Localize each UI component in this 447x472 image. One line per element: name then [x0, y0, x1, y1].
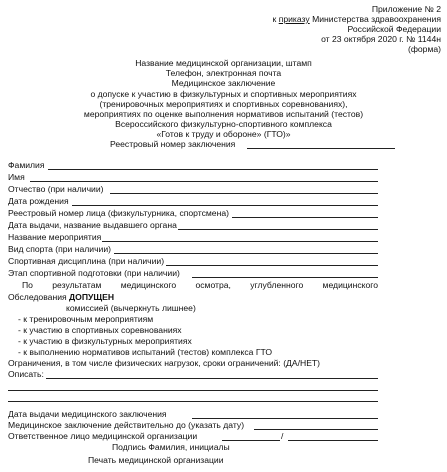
exam-results-line: По результатам медицинского осмотра, углубленного медицинского	[22, 280, 378, 290]
describe-label: Описать:	[8, 369, 44, 379]
option-fitness-events[interactable]: - к участию в физкультурных мероприятиях	[18, 336, 192, 346]
birthdate-input[interactable]	[72, 205, 378, 206]
issue-date-input[interactable]	[192, 418, 378, 419]
option-gto-tests[interactable]: - к выполнению нормативов испытаний (тестов) комплекса ГТО	[18, 347, 273, 357]
responsible-label: Ответственное лицо медицинской организации	[8, 431, 198, 441]
admitted-status: ДОПУЩЕН	[69, 292, 115, 302]
title-about-5: «Готов к труду и обороне» (ГТО)»	[156, 129, 291, 139]
title-about-2: (тренировочных мероприятиях и спортивных соревнованиях),	[99, 99, 348, 109]
option-training[interactable]: - к тренировочным мероприятиям	[18, 314, 154, 324]
discipline-input[interactable]	[166, 265, 378, 266]
exam-admission-line	[8, 292, 114, 302]
event-name-label: Название мероприятия	[8, 232, 102, 242]
describe-input-2[interactable]	[8, 390, 378, 391]
registry-number-label: Реестровый номер заключения	[110, 139, 236, 149]
registry-number-input[interactable]	[247, 148, 395, 149]
title-about-3: мероприятиях по оценке выполнения нормативов испытаний (тестов)	[83, 109, 364, 119]
title-about-4: Всероссийского физкультурно-спортивного комплекса	[115, 119, 332, 129]
title-about-1: о допуске к участию в физкультурных и спортивных мероприятиях	[90, 89, 357, 99]
ministry-country: Российской Федерации	[347, 24, 441, 34]
issue-org-label: Дата выдачи, название выдавшего органа	[8, 220, 177, 230]
contacts-line: Телефон, электронная почта	[165, 68, 282, 78]
issue-org-input[interactable]	[178, 229, 378, 230]
describe-input-1[interactable]	[46, 378, 378, 379]
surname-input[interactable]	[48, 169, 378, 170]
person-registry-input[interactable]	[232, 217, 378, 218]
birthdate-label: Дата рождения	[8, 196, 69, 206]
name-input[interactable]	[30, 181, 378, 182]
sport-input[interactable]	[114, 253, 378, 254]
stamp-caption: Печать медицинской организации	[88, 455, 224, 465]
responsible-name-input[interactable]	[288, 440, 378, 441]
limitations-label: Ограничения, в том числе физических нагрузок, сроки ограничений: (ДА/НЕТ)	[8, 358, 321, 368]
option-competitions[interactable]: - к участию в спортивных соревнованиях	[18, 325, 182, 335]
order-link[interactable]: приказу	[278, 14, 310, 24]
name-label: Имя	[8, 172, 25, 182]
form-note: (форма)	[407, 44, 441, 54]
slash-separator: /	[281, 431, 284, 441]
surname-label: Фамилия	[8, 160, 45, 170]
valid-until-input[interactable]	[254, 429, 378, 430]
org-name-line: Название медицинской организации, штамп	[135, 58, 312, 68]
order-prefix: к	[272, 14, 279, 24]
patronymic-label: Отчество (при наличии)	[8, 184, 104, 194]
describe-input-3[interactable]	[8, 401, 378, 402]
document-title: Медицинское заключение	[171, 78, 276, 88]
appendix-number: Приложение № 2	[371, 4, 441, 14]
issue-date-label: Дата выдачи медицинского заключения	[8, 409, 167, 419]
patronymic-input[interactable]	[110, 193, 378, 194]
valid-until-label: Медицинское заключение действительно до (указать дату)	[8, 420, 245, 430]
exam-prefix: Обследования	[8, 292, 70, 302]
sport-label: Вид спорта (при наличии)	[8, 244, 112, 254]
order-suffix: Министерства здравоохранения	[309, 14, 441, 24]
discipline-label: Спортивная дисциплина (при наличии)	[8, 256, 165, 266]
stage-input[interactable]	[192, 277, 378, 278]
responsible-signature-input[interactable]	[222, 440, 280, 441]
stage-label: Этап спортивной подготовки (при наличии)	[8, 268, 180, 278]
signature-caption: Подпись Фамилия, инициалы	[112, 442, 230, 452]
order-date: от 23 октября 2020 г. № 1144н	[321, 34, 441, 44]
order-reference	[273, 14, 441, 24]
commission-note: комиссией (вычеркнуть лишнее)	[66, 303, 196, 313]
person-registry-label: Реестровый номер лица (физкультурника, спортсмена)	[8, 208, 229, 218]
event-name-input[interactable]	[102, 241, 378, 242]
